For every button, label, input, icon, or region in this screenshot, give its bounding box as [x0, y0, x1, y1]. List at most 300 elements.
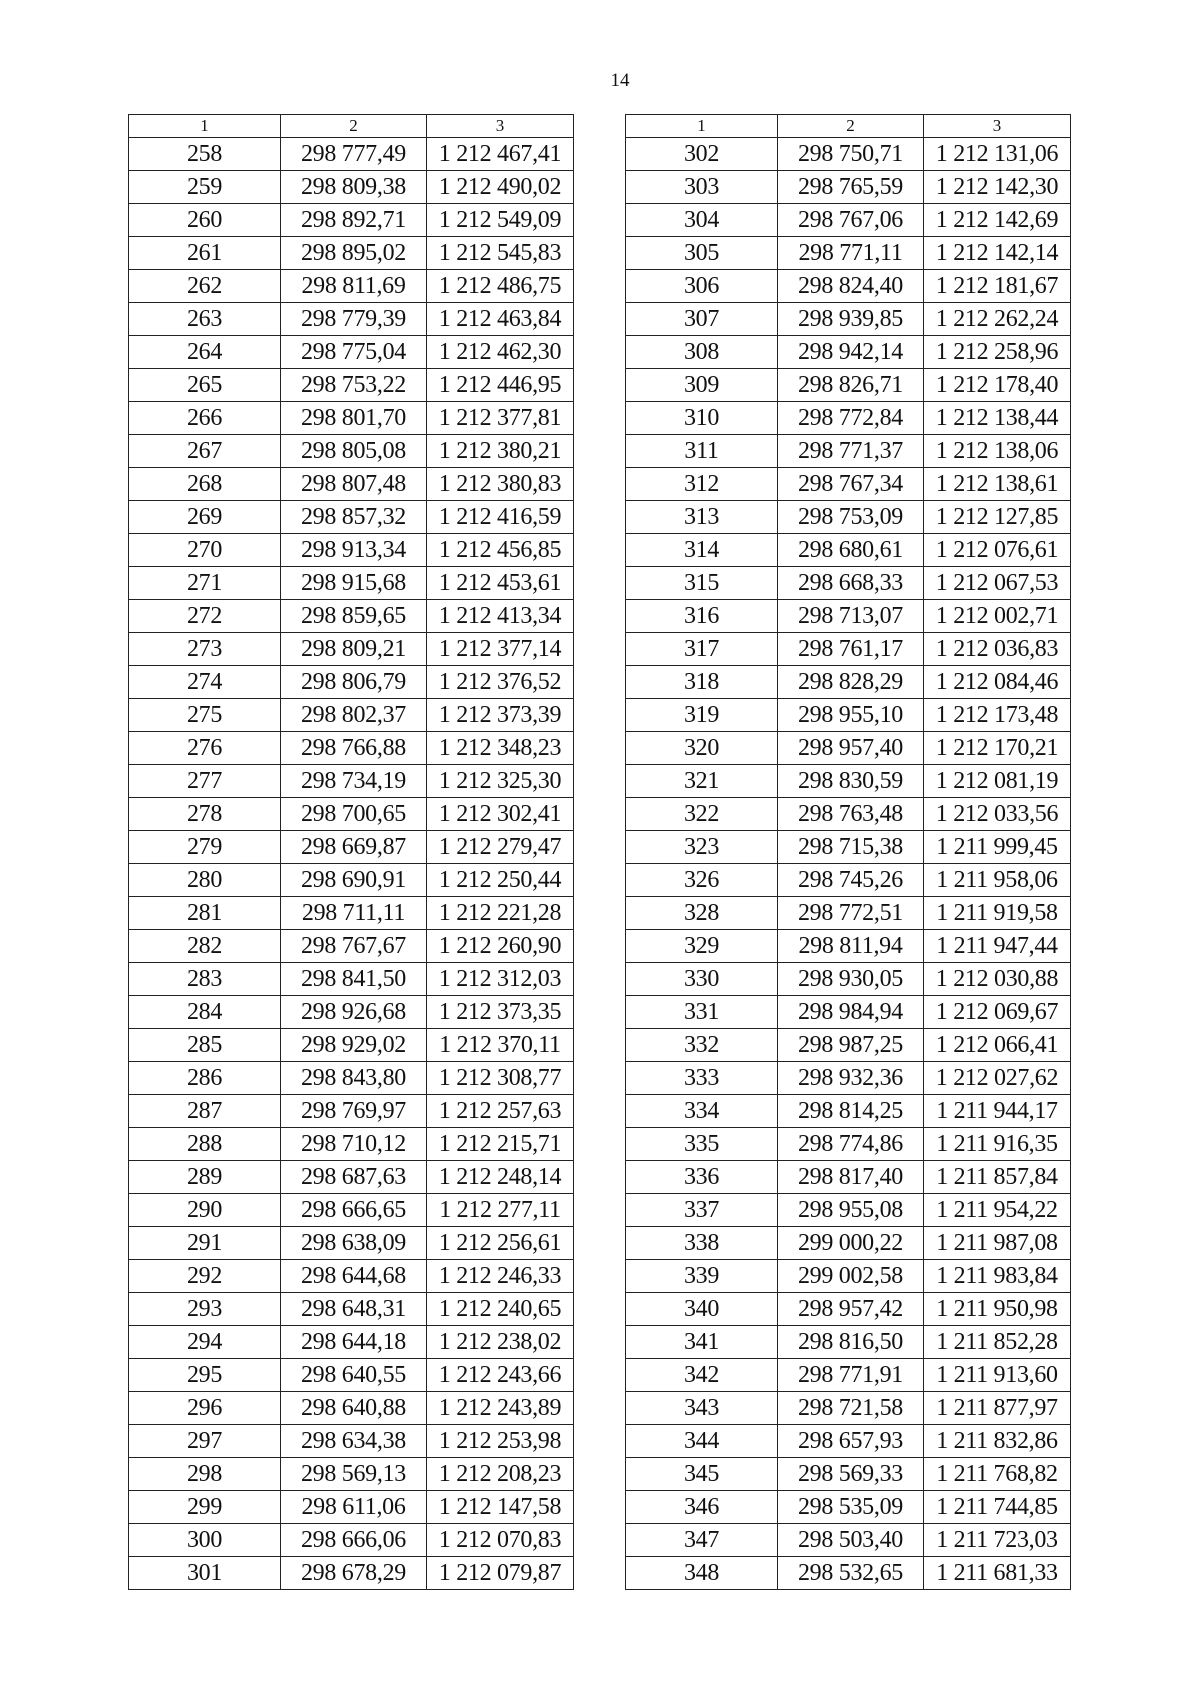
table-row — [626, 996, 1071, 1029]
x-coordinate-cell: 298 634,38 — [281, 1425, 427, 1458]
point-number-cell: 332 — [626, 1029, 778, 1062]
table-row — [626, 1260, 1071, 1293]
point-number-cell: 331 — [626, 996, 778, 1029]
table-row — [129, 930, 574, 963]
x-coordinate-cell: 298 932,36 — [778, 1062, 924, 1095]
y-coordinate-cell: 1 212 142,69 — [924, 204, 1071, 237]
x-coordinate-cell: 298 984,94 — [778, 996, 924, 1029]
table-row — [626, 864, 1071, 897]
y-coordinate-cell: 1 211 954,22 — [924, 1194, 1071, 1227]
y-coordinate-cell: 1 212 256,61 — [427, 1227, 574, 1260]
y-coordinate-cell: 1 211 999,45 — [924, 831, 1071, 864]
table-row — [626, 402, 1071, 435]
x-coordinate-cell: 298 807,48 — [281, 468, 427, 501]
table-row — [129, 1458, 574, 1491]
x-coordinate-cell: 298 766,88 — [281, 732, 427, 765]
x-coordinate-cell: 298 814,25 — [778, 1095, 924, 1128]
x-coordinate-cell: 298 955,10 — [778, 699, 924, 732]
x-coordinate-cell: 298 721,58 — [778, 1392, 924, 1425]
y-coordinate-cell: 1 212 178,40 — [924, 369, 1071, 402]
x-coordinate-cell: 298 809,38 — [281, 171, 427, 204]
x-coordinate-cell: 298 648,31 — [281, 1293, 427, 1326]
table-row — [129, 633, 574, 666]
table-row — [129, 1524, 574, 1557]
y-coordinate-cell: 1 211 768,82 — [924, 1458, 1071, 1491]
y-coordinate-cell: 1 212 027,62 — [924, 1062, 1071, 1095]
point-number-cell: 268 — [129, 468, 281, 501]
point-number-cell: 297 — [129, 1425, 281, 1458]
table-row — [626, 1392, 1071, 1425]
table-row — [129, 864, 574, 897]
y-coordinate-cell: 1 211 832,86 — [924, 1425, 1071, 1458]
point-number-cell: 328 — [626, 897, 778, 930]
x-coordinate-cell: 298 817,40 — [778, 1161, 924, 1194]
y-coordinate-cell: 1 211 852,28 — [924, 1326, 1071, 1359]
x-coordinate-cell: 298 929,02 — [281, 1029, 427, 1062]
point-number-cell: 326 — [626, 864, 778, 897]
point-number-cell: 335 — [626, 1128, 778, 1161]
point-number-cell: 304 — [626, 204, 778, 237]
table-row — [129, 1557, 574, 1590]
y-coordinate-cell: 1 212 348,23 — [427, 732, 574, 765]
table-row — [626, 1425, 1071, 1458]
point-number-cell: 263 — [129, 303, 281, 336]
table-row — [626, 1029, 1071, 1062]
x-coordinate-cell: 298 669,87 — [281, 831, 427, 864]
x-coordinate-cell: 298 687,63 — [281, 1161, 427, 1194]
x-coordinate-cell: 298 824,40 — [778, 270, 924, 303]
table-row — [129, 1194, 574, 1227]
point-number-cell: 319 — [626, 699, 778, 732]
x-coordinate-cell: 298 535,09 — [778, 1491, 924, 1524]
point-number-cell: 339 — [626, 1260, 778, 1293]
y-coordinate-cell: 1 212 490,02 — [427, 171, 574, 204]
y-coordinate-cell: 1 212 463,84 — [427, 303, 574, 336]
point-number-cell: 285 — [129, 1029, 281, 1062]
point-number-cell: 258 — [129, 138, 281, 171]
y-coordinate-cell: 1 211 744,85 — [924, 1491, 1071, 1524]
point-number-cell: 274 — [129, 666, 281, 699]
point-number-cell: 322 — [626, 798, 778, 831]
x-coordinate-cell: 298 767,34 — [778, 468, 924, 501]
point-number-cell: 303 — [626, 171, 778, 204]
x-coordinate-cell: 298 913,34 — [281, 534, 427, 567]
y-coordinate-cell: 1 212 138,06 — [924, 435, 1071, 468]
table-row — [129, 402, 574, 435]
table-header-row — [129, 115, 574, 138]
y-coordinate-cell: 1 212 380,83 — [427, 468, 574, 501]
y-coordinate-cell: 1 212 312,03 — [427, 963, 574, 996]
y-coordinate-cell: 1 212 370,11 — [427, 1029, 574, 1062]
y-coordinate-cell: 1 212 170,21 — [924, 732, 1071, 765]
point-number-cell: 316 — [626, 600, 778, 633]
x-coordinate-cell: 298 745,26 — [778, 864, 924, 897]
table-row — [129, 171, 574, 204]
point-number-cell: 273 — [129, 633, 281, 666]
y-coordinate-cell: 1 212 277,11 — [427, 1194, 574, 1227]
table-row — [129, 600, 574, 633]
point-number-cell: 269 — [129, 501, 281, 534]
y-coordinate-cell: 1 212 147,58 — [427, 1491, 574, 1524]
column-header-point-number: 1 — [129, 115, 281, 138]
table-row — [626, 567, 1071, 600]
x-coordinate-cell: 298 761,17 — [778, 633, 924, 666]
point-number-cell: 347 — [626, 1524, 778, 1557]
table-row — [129, 1029, 574, 1062]
page-number: 14 — [610, 70, 630, 91]
x-coordinate-cell: 298 774,86 — [778, 1128, 924, 1161]
x-coordinate-cell: 298 644,68 — [281, 1260, 427, 1293]
table-row — [129, 468, 574, 501]
table-row — [626, 1128, 1071, 1161]
point-number-cell: 308 — [626, 336, 778, 369]
x-coordinate-cell: 298 532,65 — [778, 1557, 924, 1590]
table-row — [626, 237, 1071, 270]
point-number-cell: 267 — [129, 435, 281, 468]
table-row — [626, 930, 1071, 963]
point-number-cell: 296 — [129, 1392, 281, 1425]
x-coordinate-cell: 298 857,32 — [281, 501, 427, 534]
point-number-cell: 276 — [129, 732, 281, 765]
table-row — [626, 633, 1071, 666]
table-row — [129, 336, 574, 369]
x-coordinate-cell: 298 777,49 — [281, 138, 427, 171]
point-number-cell: 287 — [129, 1095, 281, 1128]
table-row — [626, 963, 1071, 996]
table-row — [626, 468, 1071, 501]
point-number-cell: 311 — [626, 435, 778, 468]
point-number-cell: 340 — [626, 1293, 778, 1326]
y-coordinate-cell: 1 211 916,35 — [924, 1128, 1071, 1161]
point-number-cell: 309 — [626, 369, 778, 402]
x-coordinate-cell: 298 690,91 — [281, 864, 427, 897]
y-coordinate-cell: 1 212 030,88 — [924, 963, 1071, 996]
point-number-cell: 318 — [626, 666, 778, 699]
table-row — [626, 1194, 1071, 1227]
table-row — [626, 1062, 1071, 1095]
y-coordinate-cell: 1 212 453,61 — [427, 567, 574, 600]
x-coordinate-cell: 298 763,48 — [778, 798, 924, 831]
x-coordinate-cell: 298 892,71 — [281, 204, 427, 237]
table-row — [626, 1293, 1071, 1326]
table-row — [129, 204, 574, 237]
x-coordinate-cell: 298 841,50 — [281, 963, 427, 996]
y-coordinate-cell: 1 212 238,02 — [427, 1326, 574, 1359]
y-coordinate-cell: 1 212 377,81 — [427, 402, 574, 435]
y-coordinate-cell: 1 212 549,09 — [427, 204, 574, 237]
y-coordinate-cell: 1 212 250,44 — [427, 864, 574, 897]
x-coordinate-cell: 298 750,71 — [778, 138, 924, 171]
x-coordinate-cell: 298 713,07 — [778, 600, 924, 633]
table-row — [129, 1359, 574, 1392]
point-number-cell: 312 — [626, 468, 778, 501]
x-coordinate-cell: 298 640,88 — [281, 1392, 427, 1425]
table-row — [129, 666, 574, 699]
y-coordinate-cell: 1 212 258,96 — [924, 336, 1071, 369]
y-coordinate-cell: 1 211 944,17 — [924, 1095, 1071, 1128]
point-number-cell: 342 — [626, 1359, 778, 1392]
column-header-x: 2 — [281, 115, 427, 138]
point-number-cell: 265 — [129, 369, 281, 402]
point-number-cell: 264 — [129, 336, 281, 369]
x-coordinate-cell: 298 843,80 — [281, 1062, 427, 1095]
x-coordinate-cell: 298 942,14 — [778, 336, 924, 369]
x-coordinate-cell: 298 666,65 — [281, 1194, 427, 1227]
x-coordinate-cell: 298 700,65 — [281, 798, 427, 831]
point-number-cell: 341 — [626, 1326, 778, 1359]
table-header-row — [626, 115, 1071, 138]
x-coordinate-cell: 298 611,06 — [281, 1491, 427, 1524]
x-coordinate-cell: 298 767,67 — [281, 930, 427, 963]
point-number-cell: 329 — [626, 930, 778, 963]
x-coordinate-cell: 298 771,37 — [778, 435, 924, 468]
y-coordinate-cell: 1 212 373,35 — [427, 996, 574, 1029]
y-coordinate-cell: 1 212 413,34 — [427, 600, 574, 633]
x-coordinate-cell: 298 955,08 — [778, 1194, 924, 1227]
point-number-cell: 302 — [626, 138, 778, 171]
y-coordinate-cell: 1 212 308,77 — [427, 1062, 574, 1095]
x-coordinate-cell: 298 678,29 — [281, 1557, 427, 1590]
y-coordinate-cell: 1 212 069,67 — [924, 996, 1071, 1029]
y-coordinate-cell: 1 212 260,90 — [427, 930, 574, 963]
table-row — [626, 534, 1071, 567]
y-coordinate-cell: 1 211 681,33 — [924, 1557, 1071, 1590]
point-number-cell: 294 — [129, 1326, 281, 1359]
x-coordinate-cell: 298 987,25 — [778, 1029, 924, 1062]
y-coordinate-cell: 1 212 545,83 — [427, 237, 574, 270]
point-number-cell: 260 — [129, 204, 281, 237]
y-coordinate-cell: 1 212 373,39 — [427, 699, 574, 732]
x-coordinate-cell: 299 000,22 — [778, 1227, 924, 1260]
table-row — [626, 1161, 1071, 1194]
table-row — [626, 1491, 1071, 1524]
point-number-cell: 305 — [626, 237, 778, 270]
y-coordinate-cell: 1 211 877,97 — [924, 1392, 1071, 1425]
point-number-cell: 284 — [129, 996, 281, 1029]
table-row — [129, 1062, 574, 1095]
table-row — [626, 1227, 1071, 1260]
y-coordinate-cell: 1 212 142,30 — [924, 171, 1071, 204]
y-coordinate-cell: 1 211 983,84 — [924, 1260, 1071, 1293]
table-row — [626, 435, 1071, 468]
x-coordinate-cell: 298 772,51 — [778, 897, 924, 930]
x-coordinate-cell: 299 002,58 — [778, 1260, 924, 1293]
y-coordinate-cell: 1 211 947,44 — [924, 930, 1071, 963]
y-coordinate-cell: 1 212 467,41 — [427, 138, 574, 171]
y-coordinate-cell: 1 211 958,06 — [924, 864, 1071, 897]
table-row — [129, 1293, 574, 1326]
x-coordinate-cell: 298 771,11 — [778, 237, 924, 270]
point-number-cell: 283 — [129, 963, 281, 996]
y-coordinate-cell: 1 212 462,30 — [427, 336, 574, 369]
y-coordinate-cell: 1 212 066,41 — [924, 1029, 1071, 1062]
x-coordinate-cell: 298 802,37 — [281, 699, 427, 732]
table-row — [129, 303, 574, 336]
y-coordinate-cell: 1 211 919,58 — [924, 897, 1071, 930]
table-row — [129, 270, 574, 303]
y-coordinate-cell: 1 212 246,33 — [427, 1260, 574, 1293]
x-coordinate-cell: 298 734,19 — [281, 765, 427, 798]
point-number-cell: 279 — [129, 831, 281, 864]
x-coordinate-cell: 298 569,13 — [281, 1458, 427, 1491]
column-header-point-number: 1 — [626, 115, 778, 138]
table-row — [626, 732, 1071, 765]
point-number-cell: 262 — [129, 270, 281, 303]
table-row — [129, 534, 574, 567]
point-number-cell: 277 — [129, 765, 281, 798]
point-number-cell: 281 — [129, 897, 281, 930]
table-row — [129, 1260, 574, 1293]
x-coordinate-cell: 298 569,33 — [778, 1458, 924, 1491]
x-coordinate-cell: 298 710,12 — [281, 1128, 427, 1161]
y-coordinate-cell: 1 212 036,83 — [924, 633, 1071, 666]
x-coordinate-cell: 298 767,06 — [778, 204, 924, 237]
point-number-cell: 310 — [626, 402, 778, 435]
y-coordinate-cell: 1 212 084,46 — [924, 666, 1071, 699]
point-number-cell: 306 — [626, 270, 778, 303]
y-coordinate-cell: 1 211 857,84 — [924, 1161, 1071, 1194]
point-number-cell: 282 — [129, 930, 281, 963]
table-row — [626, 1458, 1071, 1491]
x-coordinate-cell: 298 657,93 — [778, 1425, 924, 1458]
point-number-cell: 314 — [626, 534, 778, 567]
x-coordinate-cell: 298 930,05 — [778, 963, 924, 996]
y-coordinate-cell: 1 212 173,48 — [924, 699, 1071, 732]
point-number-cell: 346 — [626, 1491, 778, 1524]
point-number-cell: 293 — [129, 1293, 281, 1326]
table-row — [626, 303, 1071, 336]
y-coordinate-cell: 1 211 987,08 — [924, 1227, 1071, 1260]
x-coordinate-cell: 298 668,33 — [778, 567, 924, 600]
x-coordinate-cell: 298 809,21 — [281, 633, 427, 666]
point-number-cell: 313 — [626, 501, 778, 534]
table-row — [626, 1524, 1071, 1557]
x-coordinate-cell: 298 638,09 — [281, 1227, 427, 1260]
point-number-cell: 345 — [626, 1458, 778, 1491]
table-row — [129, 1161, 574, 1194]
table-row — [626, 270, 1071, 303]
y-coordinate-cell: 1 212 416,59 — [427, 501, 574, 534]
point-number-cell: 270 — [129, 534, 281, 567]
table-row — [129, 798, 574, 831]
x-coordinate-cell: 298 806,79 — [281, 666, 427, 699]
point-number-cell: 259 — [129, 171, 281, 204]
table-row — [129, 237, 574, 270]
table-row — [129, 1491, 574, 1524]
table-row — [626, 765, 1071, 798]
table-row — [626, 831, 1071, 864]
y-coordinate-cell: 1 212 262,24 — [924, 303, 1071, 336]
table-row — [626, 798, 1071, 831]
table-row — [626, 336, 1071, 369]
y-coordinate-cell: 1 212 067,53 — [924, 567, 1071, 600]
table-row — [626, 369, 1071, 402]
coordinates-table-right — [625, 114, 1071, 1590]
y-coordinate-cell: 1 211 723,03 — [924, 1524, 1071, 1557]
point-number-cell: 301 — [129, 1557, 281, 1590]
y-coordinate-cell: 1 211 913,60 — [924, 1359, 1071, 1392]
y-coordinate-cell: 1 212 142,14 — [924, 237, 1071, 270]
table-row — [129, 897, 574, 930]
x-coordinate-cell: 298 779,39 — [281, 303, 427, 336]
y-coordinate-cell: 1 212 208,23 — [427, 1458, 574, 1491]
table-row — [626, 171, 1071, 204]
table-row — [129, 501, 574, 534]
table-row — [129, 1326, 574, 1359]
point-number-cell: 288 — [129, 1128, 281, 1161]
x-coordinate-cell: 298 680,61 — [778, 534, 924, 567]
table-row — [626, 1095, 1071, 1128]
point-number-cell: 321 — [626, 765, 778, 798]
x-coordinate-cell: 298 957,40 — [778, 732, 924, 765]
table-row — [626, 138, 1071, 171]
y-coordinate-cell: 1 212 377,14 — [427, 633, 574, 666]
point-number-cell: 343 — [626, 1392, 778, 1425]
x-coordinate-cell: 298 644,18 — [281, 1326, 427, 1359]
x-coordinate-cell: 298 939,85 — [778, 303, 924, 336]
table-row — [626, 501, 1071, 534]
table-row — [129, 765, 574, 798]
table-row — [129, 369, 574, 402]
x-coordinate-cell: 298 830,59 — [778, 765, 924, 798]
x-coordinate-cell: 298 801,70 — [281, 402, 427, 435]
table-row — [129, 1095, 574, 1128]
point-number-cell: 292 — [129, 1260, 281, 1293]
point-number-cell: 317 — [626, 633, 778, 666]
x-coordinate-cell: 298 811,94 — [778, 930, 924, 963]
y-coordinate-cell: 1 212 076,61 — [924, 534, 1071, 567]
x-coordinate-cell: 298 957,42 — [778, 1293, 924, 1326]
table-row — [626, 204, 1071, 237]
y-coordinate-cell: 1 212 033,56 — [924, 798, 1071, 831]
point-number-cell: 271 — [129, 567, 281, 600]
table-row — [626, 1359, 1071, 1392]
point-number-cell: 334 — [626, 1095, 778, 1128]
y-coordinate-cell: 1 212 138,61 — [924, 468, 1071, 501]
column-header-x: 2 — [778, 115, 924, 138]
point-number-cell: 315 — [626, 567, 778, 600]
x-coordinate-cell: 298 859,65 — [281, 600, 427, 633]
table-row — [129, 138, 574, 171]
y-coordinate-cell: 1 212 257,63 — [427, 1095, 574, 1128]
y-coordinate-cell: 1 212 243,89 — [427, 1392, 574, 1425]
y-coordinate-cell: 1 212 181,67 — [924, 270, 1071, 303]
y-coordinate-cell: 1 212 002,71 — [924, 600, 1071, 633]
x-coordinate-cell: 298 666,06 — [281, 1524, 427, 1557]
y-coordinate-cell: 1 212 138,44 — [924, 402, 1071, 435]
y-coordinate-cell: 1 212 240,65 — [427, 1293, 574, 1326]
table-row — [129, 732, 574, 765]
table-row — [626, 666, 1071, 699]
y-coordinate-cell: 1 212 215,71 — [427, 1128, 574, 1161]
x-coordinate-cell: 298 711,11 — [281, 897, 427, 930]
point-number-cell: 300 — [129, 1524, 281, 1557]
y-coordinate-cell: 1 212 243,66 — [427, 1359, 574, 1392]
point-number-cell: 323 — [626, 831, 778, 864]
x-coordinate-cell: 298 811,69 — [281, 270, 427, 303]
x-coordinate-cell: 298 775,04 — [281, 336, 427, 369]
table-row — [129, 435, 574, 468]
x-coordinate-cell: 298 895,02 — [281, 237, 427, 270]
y-coordinate-cell: 1 212 131,06 — [924, 138, 1071, 171]
y-coordinate-cell: 1 212 221,28 — [427, 897, 574, 930]
x-coordinate-cell: 298 503,40 — [778, 1524, 924, 1557]
x-coordinate-cell: 298 765,59 — [778, 171, 924, 204]
y-coordinate-cell: 1 212 253,98 — [427, 1425, 574, 1458]
x-coordinate-cell: 298 769,97 — [281, 1095, 427, 1128]
y-coordinate-cell: 1 212 248,14 — [427, 1161, 574, 1194]
x-coordinate-cell: 298 771,91 — [778, 1359, 924, 1392]
